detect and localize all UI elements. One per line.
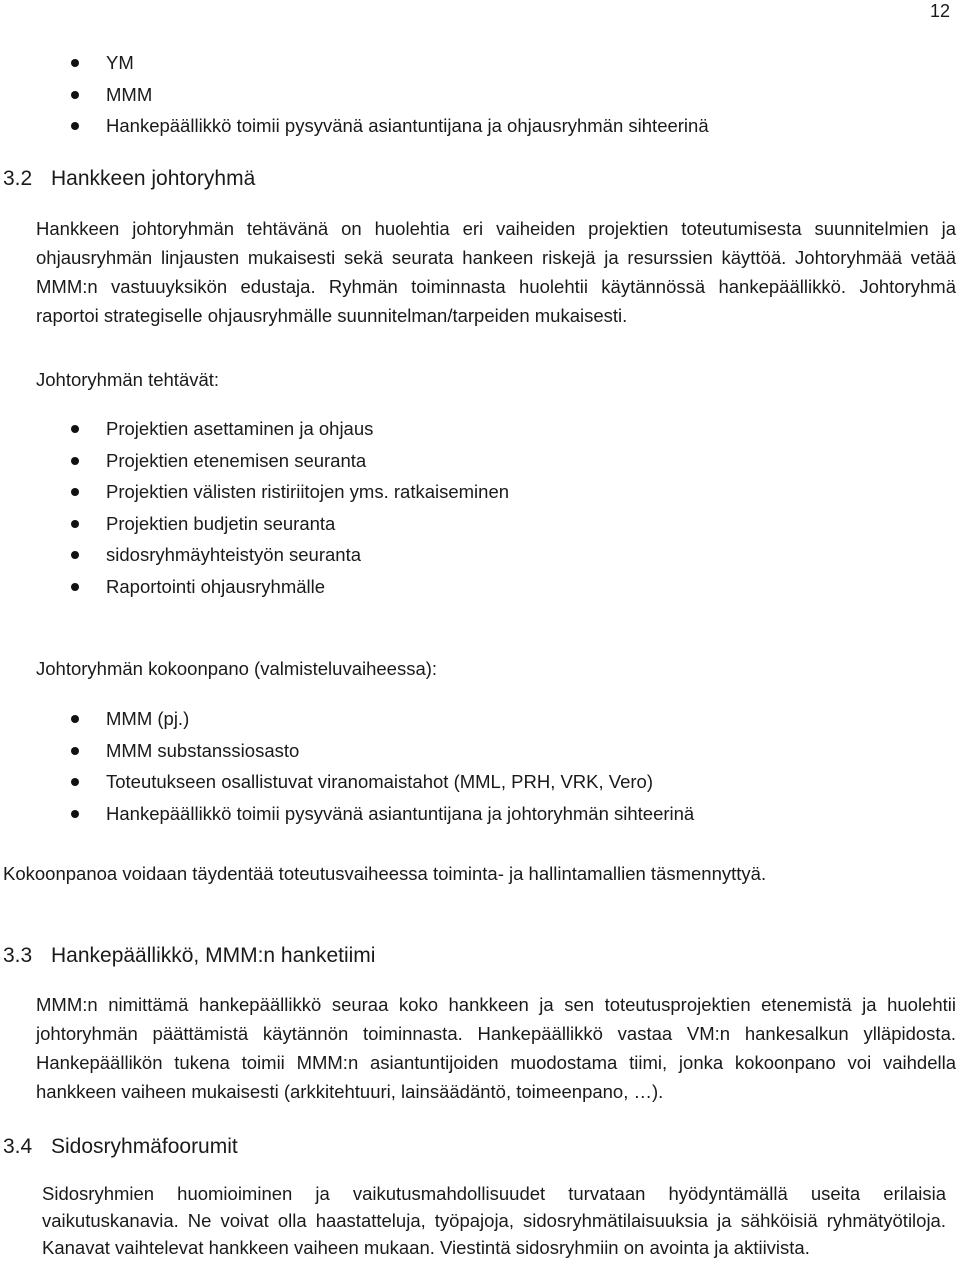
list-item: sidosryhmäyhteistyön seuranta [0, 539, 509, 571]
intro-bullet-list [0, 47, 709, 142]
list-item: MMM (pj.) [0, 703, 694, 735]
list-item: Hankepäällikkö toimii pysyvänä asiantuntijana ja johtoryhmän sihteerinä [0, 798, 694, 830]
page-number: 12 [929, 1, 950, 21]
list-item: MMM substanssiosasto [0, 735, 694, 767]
section-number: 3.3 [3, 944, 33, 967]
composition-label: Johtoryhmän kokoonpano (valmisteluvaiheessa): [36, 658, 438, 679]
section-3-4-paragraph: Sidosryhmien huomioiminen ja vaikutusmahdollisuudet turvataan hyödyntämällä useita erilaisia vaikutuskanavia. Ne voivat olla haastatteluja, työpajoja, sidosryhmätilaisuuksia ja sähköisiä ryhmätyötiloja. Kanavat vaihtelevat hankkeen vaiheen mukaan. Viestintä sidosryhmiin on avointa ja aktiivista. [42, 1183, 946, 1258]
list-item: YM [0, 47, 709, 79]
list-item: MMM [0, 79, 709, 111]
list-item: Projektien etenemisen seuranta [0, 445, 509, 477]
section-title: Hankepäällikkö, MMM:n hanketiimi [51, 944, 376, 967]
list-item: Projektien asettaminen ja ohjaus [0, 413, 509, 445]
section-title: Hankkeen johtoryhmä [51, 167, 256, 190]
section-3-3-paragraph: MMM:n nimittämä hankepäällikkö seuraa koko hankkeen ja sen toteutusprojektien etenemistä ja huolehtii johtoryhmän päättämistä käytännön toiminnasta. Hankepäällikkö vastaa VM:n hankesalkun ylläpidosta. Hankepäällikön tukena toimii MMM:n asiantuntijoiden muodostama tiimi, jonka kokoonpano voi vaihdella hankkeen vaiheen mukaisesti (arkkitehtuuri, lainsäädäntö, toimeenpano, …). [36, 994, 956, 1102]
section-heading-3-3 [3, 942, 375, 970]
section-3-2-paragraph: Hankkeen johtoryhmän tehtävänä on huolehtia eri vaiheiden projektien toteutumisesta suunnitelmien ja ohjausryhmän linjausten mukaisesti sekä seurata hankeen riskejä ja resurssien käyttöä. Johtoryhmää vetää MMM:n vastuuyksikön edustaja. Ryhmän toiminnasta huolehtii käytännössä hankepäällikkö. Johtoryhmä raportoi strategiselle ohjausryhmälle suunnitelman/tarpeiden mukaisesti. [36, 218, 956, 326]
list-item: Projektien välisten ristiriitojen yms. ratkaiseminen [0, 476, 509, 508]
list-item: Toteutukseen osallistuvat viranomaistahot (MML, PRH, VRK, Vero) [0, 766, 694, 798]
tasks-bullet-list [0, 413, 509, 602]
section-title: Sidosryhmäfoorumit [51, 1135, 238, 1158]
list-item: Hankepäällikkö toimii pysyvänä asiantuntijana ja ohjausryhmän sihteerinä [0, 110, 709, 142]
list-item: Raportointi ohjausryhmälle [0, 571, 509, 603]
section-number: 3.2 [3, 167, 33, 190]
section-number: 3.4 [3, 1135, 33, 1158]
composition-note: Kokoonpanoa voidaan täydentää toteutusvaiheessa toiminta- ja hallintamallien täsmennyttyä. [3, 863, 767, 884]
list-item: Projektien budjetin seuranta [0, 508, 509, 540]
composition-bullet-list [0, 703, 694, 829]
tasks-label: Johtoryhmän tehtävät: [36, 369, 220, 390]
section-heading-3-4 [3, 1133, 238, 1161]
section-heading-3-2 [3, 165, 255, 193]
